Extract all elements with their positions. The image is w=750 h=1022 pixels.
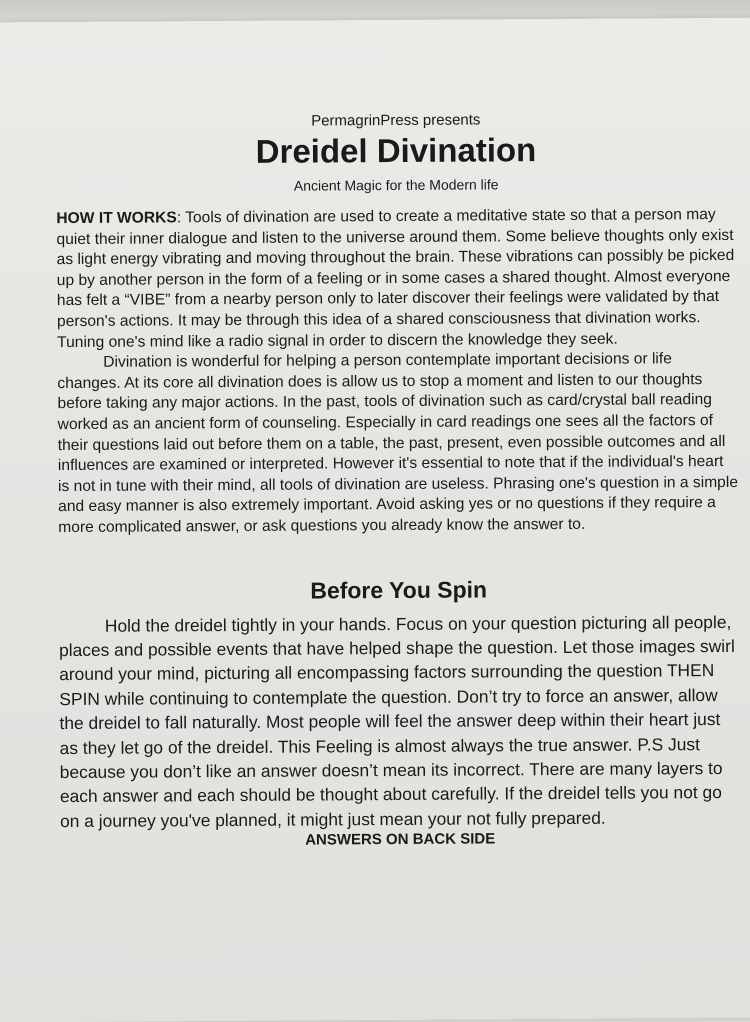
document-content	[56, 110, 740, 851]
how-it-works-label: HOW IT WORKS	[56, 209, 177, 228]
before-you-spin-paragraph: Hold the dreidel tightly in your hands. Focus on your question picturing all people, places and possible events that have helped shape the question. Let those images swirl around your mind, picturing all encompassing factors surrounding the question THEN SPIN while continuing to contemplate the question. Don’t try to force an answer, allow the dreidel to fall naturally. Most people will feel the answer deep within their heart just as they let go of the dreidel. This Feeling is almost always the true answer. P.S Just because you don’t like an answer doesn’t mean its incorrect. There are many layers to each answer and each should be thought about carefully. If the dreidel tells you not go on a journey you've planned, it might just mean your not fully prepared.	[58, 611, 735, 831]
divination-paragraph: Divination is wonderful for helping a person contemplate important decisions or life changes. At its core all divination does is allow us to stop a moment and listen to our thoughts before taking any major actions. In the past, tools of divination such as card/crystal ball reading worked as an ancient form of counseling. Especially in card readings one sees all the factors of their questions laid out before them on a table, the past, present, even possible outcomes and all influences are examined or interpreted. However it's essential to note that if the individual's heart is not in tune with their mind, all tools of divination are useless. Phrasing one's question in a simple and easy manner is also extremely important. Avoid asking yes or no questions if they require a more complicated answer, or ask questions you already know the answer to.	[57, 350, 739, 536]
answers-footer-note: ANSWERS ON BACK SIDE	[305, 830, 496, 849]
tagline: Ancient Magic for the Modern life	[293, 176, 499, 194]
before-you-spin-heading: Before You Spin	[310, 575, 488, 604]
publisher-line: PermagrinPress presents	[311, 111, 481, 130]
how-it-works-text: : Tools of divination are used to create a meditative state so that a person may quiet their inner dialogue and listen to the universe around them. Some believe thoughts only exist as light energy vibrating and moving throughout the brain. These vibrations can possibly be picked up by another person in the form of a feeling or in some cases a shared thought. Almost everyone has felt a “VIBE” from a nearby person only to later discover their feelings were validated by that person's actions. It may be through this idea of a shared consciousness that divination works. Tuning one's mind like a radio signal in order to discern the knowledge they seek.	[56, 206, 735, 351]
how-it-works-paragraph	[56, 205, 737, 353]
document-title: Dreidel Divination	[255, 131, 537, 170]
